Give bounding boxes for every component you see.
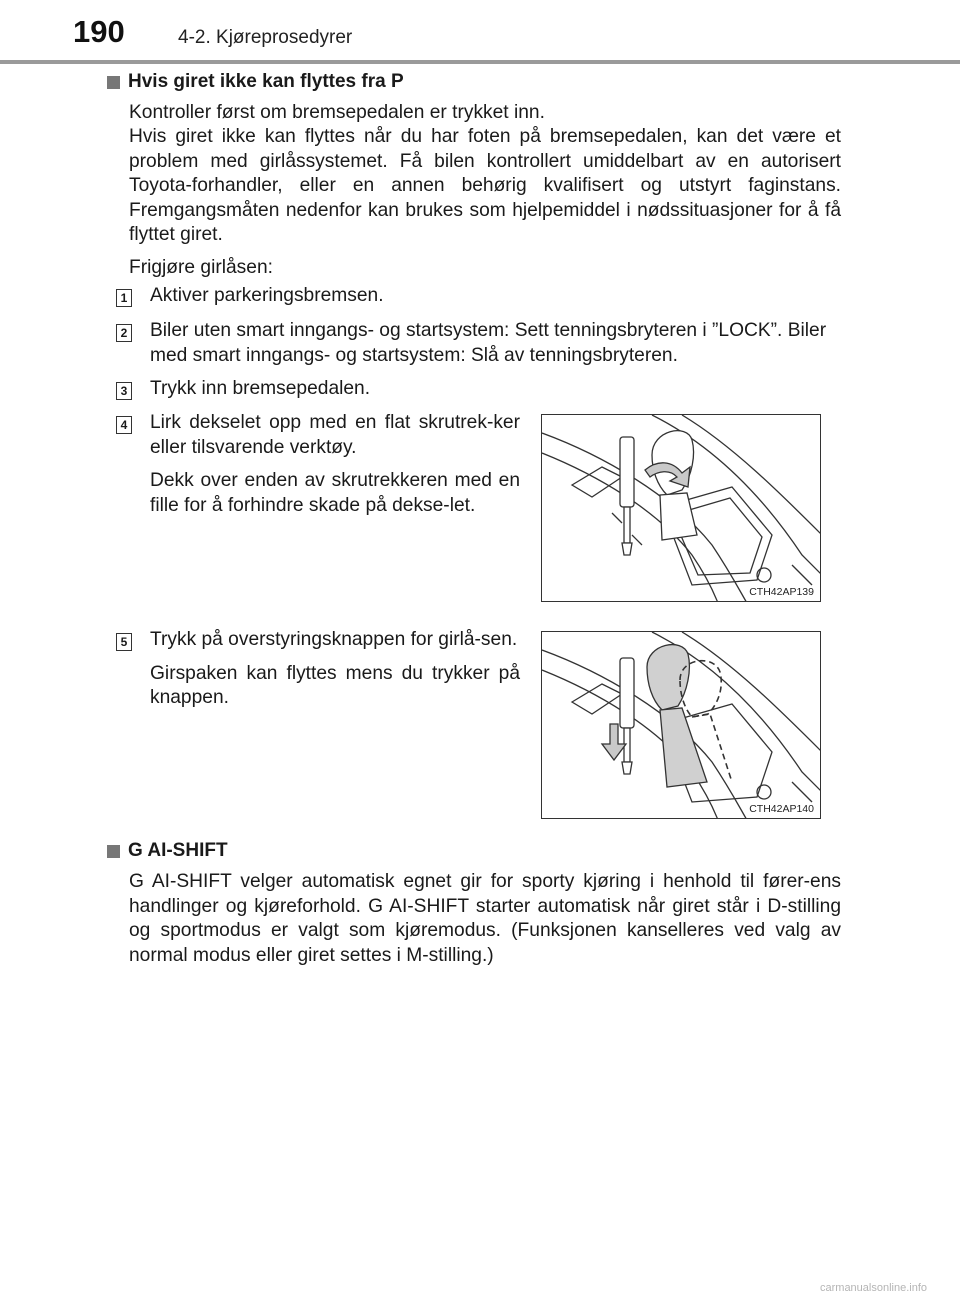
step-number: 3 xyxy=(116,382,132,400)
step-2 xyxy=(116,319,841,368)
step-number: 1 xyxy=(116,289,132,307)
step-number: 2 xyxy=(116,324,132,342)
intro-paragraph-1: Kontroller først om bremsepedalen er trykket inn. xyxy=(129,102,545,123)
step-3 xyxy=(116,377,841,402)
step-text: Biler uten smart inngangs- og startsystem: Sett tenningsbryteren i ”LOCK”. Biler med smart inngangs- og startsystem: Slå av tenningsbryteren. xyxy=(150,320,827,366)
intro-paragraph-2: Hvis giret ikke kan flyttes når du har foten på bremsepedalen, kan det være et problem med girlåssystemet. Få bilen kontrollert umiddelbart av en autorisert Toyota-forhandler, eller en annen behørig kvalifisert og utstyrt faginstans. Fremgangsmåten nedenfor kan brukes som hjelpemiddel i nødssituasjoner for å få flyttet giret. xyxy=(129,126,841,245)
override-button-illustration xyxy=(542,632,821,819)
figure-override-button xyxy=(541,631,821,819)
step-number: 4 xyxy=(116,416,132,434)
step-text: Aktiver parkeringsbremsen. xyxy=(150,285,384,306)
release-label: Frigjøre girlåsen: xyxy=(129,257,273,278)
step-text: Lirk dekselet opp med en flat skrutrek-ker eller tilsvarende verktøy. xyxy=(150,412,520,458)
step-text: Trykk inn bremsepedalen. xyxy=(150,378,371,399)
watermark: carmanualsonline.info xyxy=(820,1282,928,1294)
chapter-title: 4-2. Kjøreprosedyrer xyxy=(178,27,353,48)
shifter-cover-illustration xyxy=(542,415,821,602)
step-number: 5 xyxy=(116,633,132,651)
square-bullet-icon xyxy=(107,76,120,89)
header-rule xyxy=(0,60,960,64)
figure-code: CTH42AP139 xyxy=(749,586,814,598)
page-number: 190 xyxy=(73,14,125,49)
square-bullet-icon xyxy=(107,845,120,858)
section-heading-text: G AI-SHIFT xyxy=(128,840,228,861)
step-note: Girspaken kan flyttes mens du trykker på knappen. xyxy=(150,662,520,708)
step-1 xyxy=(116,284,841,309)
step-text: Trykk på overstyringsknappen for girlå-sen. xyxy=(150,629,518,650)
figure-code: CTH42AP140 xyxy=(749,803,814,815)
section-heading-ai-shift xyxy=(107,840,228,862)
section-heading-text: Hvis giret ikke kan flyttes fra P xyxy=(128,71,404,92)
section-heading-gear-p xyxy=(107,71,404,93)
figure-pry-cover xyxy=(541,414,821,602)
step-note: Dekk over enden av skrutrekkeren med en fille for å forhindre skade på dekse-let. xyxy=(150,470,520,516)
page-header xyxy=(0,0,960,64)
ai-shift-paragraph: G AI-SHIFT velger automatisk egnet gir for sporty kjøring i henhold til fører-ens handlinger og kjøreforhold. G AI-SHIFT starter automatisk når giret står i D-stilling og sportmodus er valgt som kjøremodus. (Funksjonen kanselleres ved valg av normal modus eller giret settes i M-stilling.) xyxy=(129,871,841,966)
